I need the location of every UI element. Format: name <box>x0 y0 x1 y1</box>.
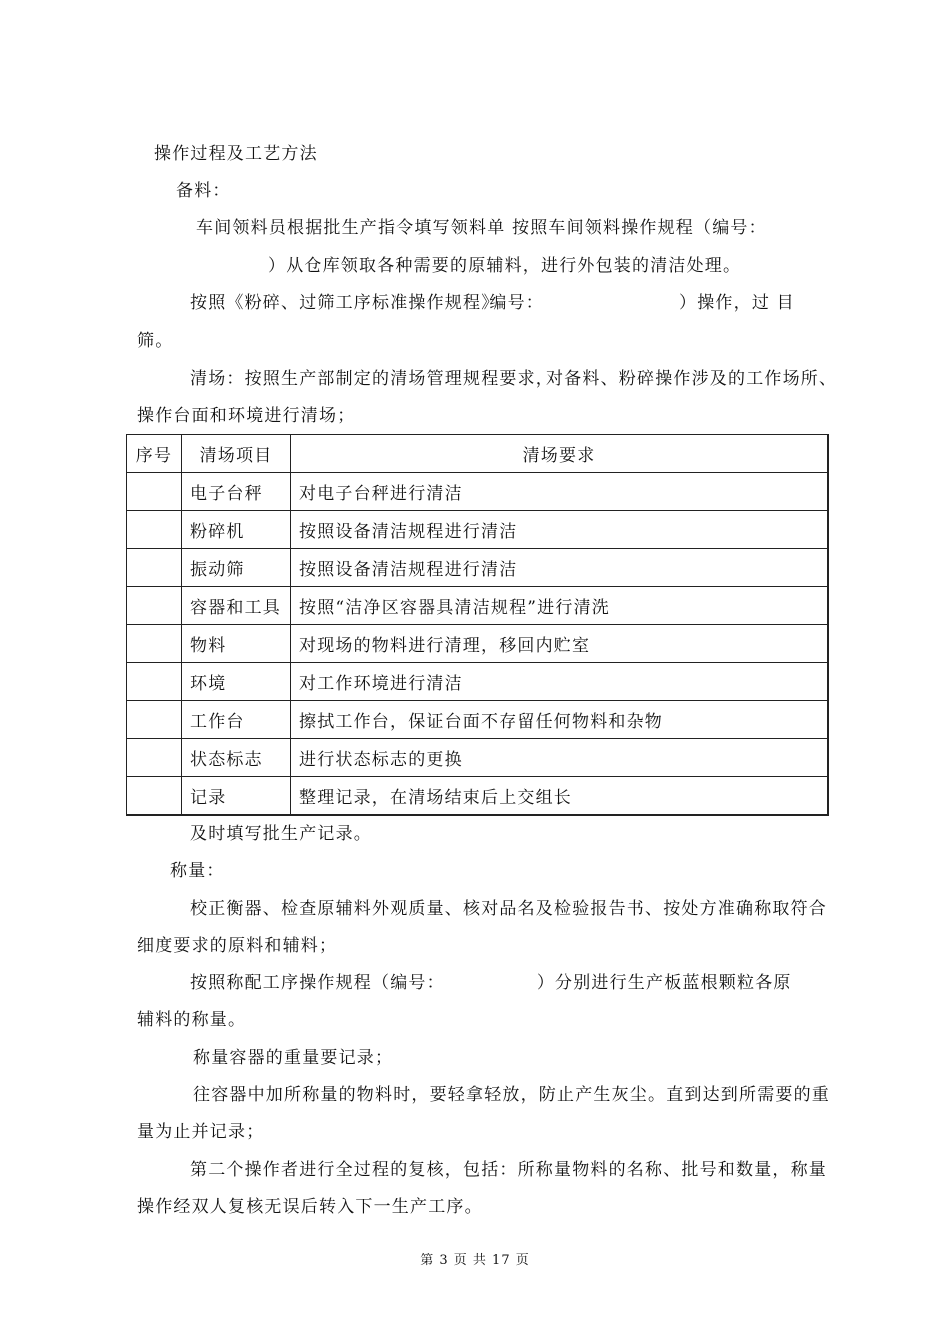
after-table-text: 及时填写批生产记录。 <box>190 824 372 844</box>
cell-no <box>127 777 182 816</box>
table-row <box>127 777 829 816</box>
prep-line-5a: 清场：按照生产部制定的清场管理规程要求， <box>190 369 554 389</box>
prep-title: 备料： <box>176 181 231 201</box>
weigh-p2 <box>190 972 792 994</box>
cell-item: 电子台秤 <box>182 473 291 511</box>
cell-no <box>127 739 182 777</box>
prep-line-5b: 对备料、粉碎操作涉及的工作场所、 <box>546 369 838 389</box>
cell-item: 记录 <box>182 777 291 816</box>
weigh-p5b: 操作经双人复核无误后转入下一生产工序。 <box>137 1197 483 1217</box>
cell-item: 环境 <box>182 663 291 701</box>
weigh-p1a: 校正衡器、检查原辅料外观质量、核对品名及检验报告书、按处方准确称取符合 <box>190 899 827 919</box>
cell-no <box>127 663 182 701</box>
table-row <box>127 473 829 511</box>
header-item: 清场项目 <box>182 435 291 473</box>
prep-line-6: 操作台面和环境进行清场； <box>137 406 356 426</box>
cell-req: 对工作环境进行清洁 <box>291 663 829 701</box>
cell-req: 进行状态标志的更换 <box>291 739 829 777</box>
cell-req: 整理记录，在清场结束后上交组长 <box>291 777 829 816</box>
cell-req: 按照设备清洁规程进行清洁 <box>291 549 829 587</box>
cell-item: 粉碎机 <box>182 511 291 549</box>
cleaning-table <box>126 434 829 816</box>
table-row <box>127 739 829 777</box>
cell-item: 物料 <box>182 625 291 663</box>
weigh-p4a: 往容器中加所称量的物料时，要轻拿轻放，防止产生灰尘。直到达到所需要的重 <box>193 1085 830 1105</box>
cell-req: 按照设备清洁规程进行清洁 <box>291 511 829 549</box>
cell-no <box>127 511 182 549</box>
cell-req: 按照“洁净区容器具清洁规程”进行清洗 <box>291 587 829 625</box>
cell-item: 振动筛 <box>182 549 291 587</box>
prep-line-3a: 按照《粉碎、过筛工序标准操作规程》 <box>190 293 500 313</box>
table-row <box>127 587 829 625</box>
weigh-p4b: 量为止并记录； <box>137 1122 265 1142</box>
cell-no <box>127 473 182 511</box>
prep-line-1: 车间领料员根据批生产指令填写领料单 按照车间领料操作规程（编号： <box>196 218 767 238</box>
table-row <box>127 663 829 701</box>
weigh-p2b: ）分别进行生产板蓝根颗粒各原 <box>536 973 792 993</box>
page-footer: 第 3 页 共 17 页 <box>420 1253 530 1268</box>
cell-item: 状态标志 <box>182 739 291 777</box>
weigh-p3: 称量容器的重量要记录； <box>193 1048 394 1068</box>
cell-no <box>127 625 182 663</box>
header-req: 清场要求 <box>291 435 829 473</box>
prep-line-4: 筛。 <box>137 331 174 351</box>
cell-no <box>127 701 182 739</box>
cell-item: 工作台 <box>182 701 291 739</box>
prep-line-5 <box>190 368 837 390</box>
weigh-p2c: 辅料的称量。 <box>137 1010 247 1030</box>
section-heading: 操作过程及工艺方法 <box>154 144 318 164</box>
table-row <box>127 625 829 663</box>
cell-req: 擦拭工作台，保证台面不存留任何物料和杂物 <box>291 701 829 739</box>
header-no: 序号 <box>127 435 182 473</box>
table-row <box>127 701 829 739</box>
table-row <box>127 549 829 587</box>
cell-req: 对电子台秤进行清洁 <box>291 473 829 511</box>
table-header-row <box>127 435 829 473</box>
table-row <box>127 511 829 549</box>
weigh-p1b: 细度要求的原料和辅料； <box>137 936 338 956</box>
weigh-title: 称量： <box>170 861 225 881</box>
prep-line-3b: 编号： <box>489 293 545 313</box>
prep-line-2: ）从仓库领取各种需要的原辅料，进行外包装的清洁处理。 <box>268 256 742 276</box>
cell-no <box>127 549 182 587</box>
cell-no <box>127 587 182 625</box>
cell-req: 对现场的物料进行清理，移回内贮室 <box>291 625 829 663</box>
prep-line-3c: ）操作，过 目 <box>679 293 795 313</box>
cell-item: 容器和工具 <box>182 587 291 625</box>
weigh-p5a: 第二个操作者进行全过程的复核，包括：所称量物料的名称、批号和数量，称量 <box>190 1160 827 1180</box>
prep-line-3 <box>190 292 795 314</box>
weigh-p2a: 按照称配工序操作规程（编号： <box>190 973 445 993</box>
